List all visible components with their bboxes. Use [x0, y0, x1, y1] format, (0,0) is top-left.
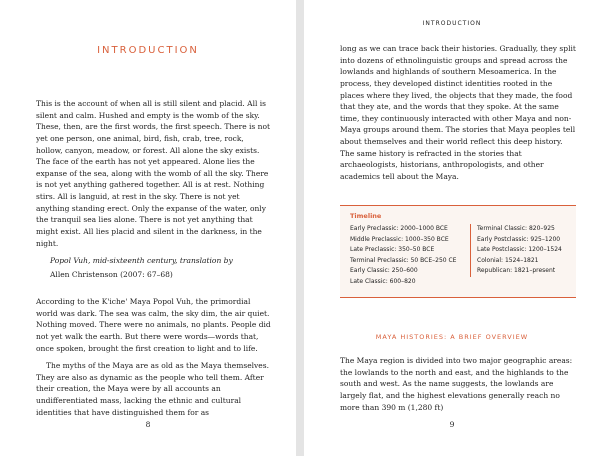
timeline-entry: Early Preclassic: 2000–1000 BCE [350, 225, 448, 232]
left-page [0, 0, 296, 456]
timeline-entry: Late Preclassic: 350–50 BCE [350, 246, 435, 253]
paragraph: The myths of the Maya are as old as the Maya themselves. They are also as dynamic as the people who tell them. After their creation, the Maya were by all accounts an undifferentiated mass, lacking the ethnic and cultural identities that have distinguished them for as [36, 361, 269, 417]
timeline-entry: Terminal Classic: 820–925 [477, 225, 555, 232]
timeline-title: Timeline [350, 212, 382, 220]
body-text [36, 296, 272, 424]
epigraph-attribution: Popol Vuh, mid-sixteenth century, translation by [50, 256, 233, 266]
right-page [304, 0, 600, 456]
paragraph: According to the K'iche' Maya Popol Vuh, the primordial world was dark. The sea was calm, the sky dim, the air quiet. Nothing moved. There were no animals, no plants. People did not yet walk the earth. But there were words—words that, once spoken, brought the first creation to light and to life. [36, 297, 271, 353]
body-text [340, 43, 576, 189]
timeline-entry: Early Postclassic: 925–1200 [477, 235, 561, 243]
paragraph: The Maya region is divided into two major geographic areas: the lowlands to the north and east, and the highlands to the south and west. As the name suggests, the lowlands are largely flat, and the highest elevations generally reach no more than 390 m (1,280 ft) [340, 356, 573, 412]
epigraph-attribution-citation: Allen Christenson (2007: 67–68) [50, 269, 173, 279]
timeline-entry: Colonial: 1524–1821 [477, 256, 539, 264]
section-heading: MAYA HISTORIES: A BRIEF OVERVIEW [375, 333, 529, 341]
page-number: 8 [145, 420, 151, 429]
timeline-entry: Late Postclassic: 1200–1524 [477, 246, 562, 253]
body-text [340, 355, 576, 419]
gutter [296, 0, 304, 456]
timeline-entry: Terminal Preclassic: 50 BCE–250 CE [350, 256, 457, 264]
timeline-right-column [470, 224, 577, 277]
paragraph: long as we can trace back their histories. Gradually, they split into dozens of ethnolinguistic groups and spread across the lowlands and highlands of southern Mesoamerica. In the process, they developed distinct identities rooted in the places where they lived, the objects that they made, the food that they ate, and the words that they spoke. At the same time, they continuously interacted with other Maya and non-Maya groups around them. The stories that Maya peoples tell about themselves and their world reflect this deep history. The same history is refracted in the stories that archaeologists, historians, anthropologists, and other academics tell about the Maya. [340, 44, 576, 181]
timeline-box [340, 205, 576, 298]
page-number: 9 [449, 420, 455, 429]
epigraph-block [36, 98, 272, 280]
running-head: INTRODUCTION [422, 20, 482, 27]
timeline-entry: Middle Preclassic: 1000–350 BCE [350, 235, 449, 243]
timeline-left-column [350, 224, 466, 287]
chapter-title: INTRODUCTION [97, 45, 199, 56]
timeline-entry: Early Classic: 250–600 [350, 267, 418, 274]
timeline-entry: Late Classic: 600–820 [350, 277, 416, 285]
timeline-entry: Republican: 1821–present [477, 267, 556, 274]
epigraph-text: This is the account of when all is still silent and placid. All is silent and calm. Hushed and empty is the womb of the sky. These, then, are the first words, the first speech. There is not yet one person, one animal, bird, fish, crab, tree, rock, hollow, canyon, meadow, or forest. All alone the sky exists. The face of the earth has not yet appeared. Alone lies the expanse of the sea, along with the womb of all the sky. There is not yet anything gathered together. All is at rest. Nothing stirs. All is languid, at rest in the sky. There is not yet anything standing erect. Only the expanse of the water, only the tranquil sea lies alone. There is not yet anything that might exist. All lies placid and silent in the darkness, in the night. [36, 99, 271, 248]
